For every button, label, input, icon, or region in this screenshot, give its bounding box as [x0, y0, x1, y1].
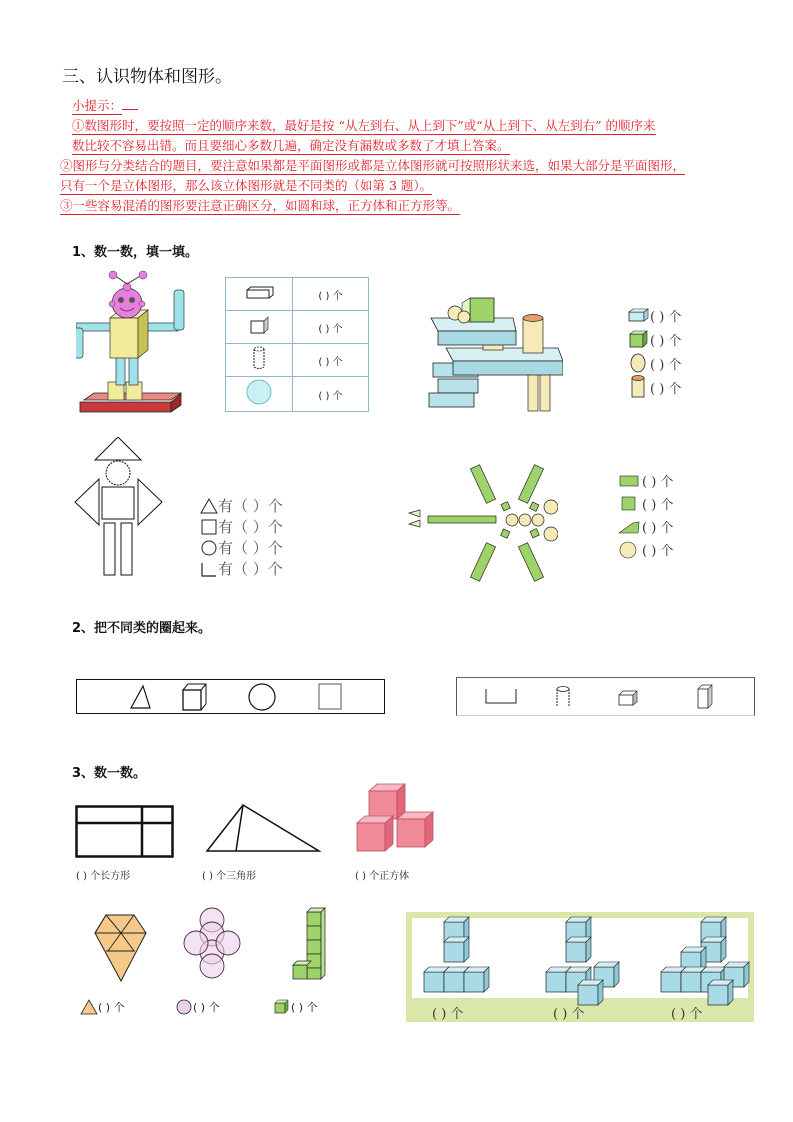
- answer-sphere[interactable]: ( ) 个: [650, 357, 682, 373]
- q1-heading: 1、数一数，填一填。: [72, 245, 199, 260]
- answer-circle[interactable]: ( ) 个: [193, 1001, 220, 1014]
- triangle-icon: [618, 520, 642, 534]
- list-item: [200, 537, 283, 558]
- cube-icon: [273, 999, 291, 1015]
- circle-icon[interactable]: [249, 684, 275, 710]
- list-item: [618, 515, 748, 538]
- triangle-icon[interactable]: [131, 686, 150, 708]
- cylinder-icon: [628, 375, 650, 399]
- robot-illustration: [76, 270, 186, 418]
- answer-square[interactable]: ( ) 个: [642, 498, 674, 513]
- green-count-list: [618, 469, 748, 561]
- list-item: [628, 351, 748, 375]
- answer-triangle[interactable]: ( ) 个: [98, 1001, 125, 1014]
- cuboid-icon[interactable]: [619, 691, 637, 705]
- answer-triangle[interactable]: ( ) 个: [642, 521, 674, 536]
- list-item: [628, 375, 748, 399]
- square-icon: [200, 519, 218, 535]
- answer-stack-1[interactable]: ( ) 个: [432, 1007, 464, 1022]
- circle-icon: [618, 541, 642, 559]
- rectangle-icon: [200, 561, 218, 577]
- green-cubes-figure: [290, 907, 332, 982]
- answer-circle[interactable]: 有（ ）个: [218, 539, 283, 557]
- triangles-figure: [205, 803, 323, 855]
- rectangle-icon[interactable]: [319, 684, 341, 709]
- rectangle-count-label[interactable]: ( ) 个长方形: [76, 871, 131, 882]
- list-item: [618, 469, 748, 492]
- triangle-count-label[interactable]: ( ) 个三角形: [202, 871, 257, 882]
- cube-icon: [226, 311, 293, 344]
- tall-cuboid-icon[interactable]: [698, 685, 712, 708]
- list-item: [628, 303, 748, 327]
- tip-line-1: ①数图形时，要按照一定的顺序来数，最好是按 “从左到右、从上到下”或“从上到下、从左到右” 的顺序来: [72, 118, 656, 133]
- tip-line-5: ③一些容易混淆的图形要注意正确区分，如圆和球，正方体和正方形等。: [60, 198, 461, 213]
- robot-count-table: [225, 277, 369, 412]
- answer-stack-3[interactable]: ( ) 个: [671, 1007, 703, 1022]
- blocks-illustration: [428, 293, 563, 413]
- q2-group-1: [76, 679, 385, 714]
- q2-heading: 2、把不同类的圈起来。: [72, 621, 212, 636]
- answer-triangle[interactable]: 有（ ）个: [218, 497, 283, 515]
- cube-icon: [628, 330, 650, 348]
- answer-cube[interactable]: ( ) 个: [650, 333, 682, 349]
- kite-count: [80, 999, 125, 1015]
- answer-cube[interactable]: ( ) 个: [293, 311, 369, 344]
- open-rectangle-icon[interactable]: [486, 689, 516, 703]
- cuboid-icon: [226, 278, 293, 311]
- answer-cuboid[interactable]: ( ) 个: [293, 278, 369, 311]
- cube-count-label[interactable]: ( ) 个正方体: [355, 871, 410, 882]
- pink-cubes-figure: [355, 783, 445, 855]
- list-item: [200, 495, 283, 516]
- circle-icon: [175, 999, 193, 1015]
- dragonfly-figure: [408, 460, 558, 585]
- answer-cylinder[interactable]: ( ) 个: [650, 381, 682, 397]
- list-item: [618, 492, 748, 515]
- section-title: 三、认识物体和图形。: [62, 67, 232, 87]
- list-item: [618, 538, 748, 561]
- cube-icon[interactable]: [183, 684, 206, 710]
- list-item: [200, 558, 283, 579]
- rectangles-figure: [75, 805, 175, 860]
- triangle-kite-figure: [93, 913, 149, 983]
- answer-square[interactable]: 有（ ）个: [218, 518, 283, 536]
- tips-heading: 小提示：: [72, 98, 123, 113]
- q3-heading: 3、数一数。: [72, 766, 147, 781]
- flat-shapes-figure: [72, 437, 167, 577]
- rectangle-icon: [618, 474, 642, 488]
- list-item: [628, 327, 748, 351]
- answer-sphere[interactable]: ( ) 个: [293, 377, 369, 412]
- circle-icon: [200, 540, 218, 556]
- cuboid-icon: [628, 308, 650, 322]
- tip-line-2: 数比较不容易出错。而且要细心多数几遍，确定没有漏数或多数了才填上答案。: [72, 138, 510, 153]
- flower-count: [175, 999, 220, 1015]
- answer-circle[interactable]: ( ) 个: [642, 544, 674, 559]
- green-cube-count: [273, 999, 318, 1015]
- square-icon: [618, 496, 642, 512]
- sphere-icon: [226, 377, 293, 412]
- triangle-icon: [80, 999, 98, 1015]
- blocks-count-list: [628, 303, 748, 399]
- sphere-icon: [628, 353, 650, 373]
- answer-cylinder[interactable]: ( ) 个: [293, 344, 369, 377]
- cylinder-icon[interactable]: [557, 687, 569, 708]
- answer-rectangle[interactable]: ( ) 个: [642, 475, 674, 490]
- cylinder-icon: [226, 344, 293, 377]
- tips-box: [60, 96, 760, 216]
- triangle-icon: [200, 498, 218, 514]
- list-item: [200, 516, 283, 537]
- tip-line-4: 只有一个是立体图形，那么该立体图形就是不同类的（如第 3 题）。: [60, 178, 433, 193]
- answer-cuboid[interactable]: ( ) 个: [650, 309, 682, 325]
- tip-line-3: ②图形与分类结合的题目，要注意如果都是平面图形或都是立体图形就可按照形状来选，如果大部分是平面图形，: [60, 158, 686, 173]
- answer-rectangle[interactable]: 有（ ）个: [218, 560, 283, 578]
- cube-stacks-frame: [406, 912, 754, 1022]
- answer-stack-2[interactable]: ( ) 个: [553, 1007, 585, 1022]
- circle-flower-figure: [182, 906, 242, 981]
- flat-count-list: [200, 495, 283, 579]
- q2-group-2: [456, 677, 755, 716]
- answer-cube[interactable]: ( ) 个: [291, 1001, 318, 1014]
